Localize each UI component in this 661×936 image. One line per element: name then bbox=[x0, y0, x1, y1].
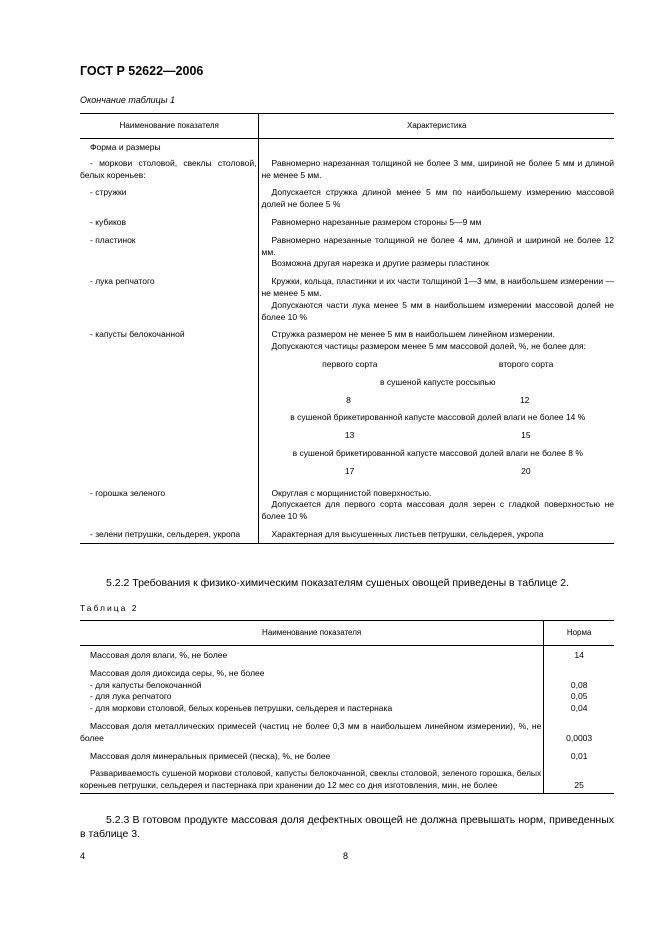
t2-row-val: 25 bbox=[574, 780, 584, 791]
cabbage-sub-3: в сушеной брикетированной капусте массовой долей влаги не более 8 % bbox=[292, 447, 583, 458]
t1-row-name: - зелени петрушки, сельдерея, укропа bbox=[80, 523, 259, 543]
t2-row-name: Массовая доля минеральных примесей (песка), %, не более bbox=[80, 745, 544, 763]
t1-row-val: Округлая с морщинистой поверхностью. bbox=[271, 487, 432, 498]
cabbage-v2a: 13 bbox=[344, 430, 355, 441]
t2-row-val: 0,0003 bbox=[566, 732, 593, 743]
t2-col1-header: Наименование показателя bbox=[80, 621, 544, 646]
page-number: 4 bbox=[80, 851, 86, 861]
t1-row-val: Допускается для первого сорта массовая доля зерен с гладкой поверхностью не более 10 % bbox=[261, 499, 614, 522]
t2-row-name: Массовая доля диоксида серы, %, не более bbox=[80, 662, 544, 680]
page-number-center: 8 bbox=[343, 851, 349, 861]
t1-row-val: Равномерно нарезанные толщиной не более 4 мм, длиной и шириной не более 12 мм. bbox=[261, 234, 614, 257]
t2-row-name: Развариваемость сушеной моркови столовой, капусты белокочанной, свеклы столовой, зеленого горошка, белых кореньев петрушки, сельдерея и пастернака при хранении до 12 мес со дня изготовления, мин, не более bbox=[80, 762, 544, 793]
t1-row-name: - кубиков bbox=[80, 211, 259, 229]
t2-row-val: 0,05 bbox=[570, 691, 588, 702]
table-continuation-label: Окончание таблицы 1 bbox=[80, 95, 175, 105]
t1-row-name: - лука репчатого bbox=[80, 270, 259, 323]
cabbage-v1a: 8 bbox=[346, 394, 351, 405]
document-header: ГОСТ Р 52622—2006 bbox=[80, 64, 204, 78]
section-5-2-3: 5.2.3 В готовом продукте массовая доля дефектных овощей не должна превышать норм, приведенных в таблице 3. bbox=[80, 814, 614, 840]
cabbage-v2b: 15 bbox=[521, 430, 531, 441]
grade-1-label: первого сорта bbox=[322, 358, 378, 369]
table-1 bbox=[80, 113, 614, 544]
t2-row-val: 0,08 bbox=[570, 679, 588, 690]
t1-row-val: Равномерно нарезанная толщиной не более 3 мм, шириной не более 5 мм и длиной не менее 5 мм. bbox=[261, 157, 614, 180]
t2-row-val: 14 bbox=[574, 650, 584, 660]
t1-row-val: Стружка размером не менее 5 мм в наибольшем линейном измерении. bbox=[271, 329, 555, 340]
t1-row-name: - пластинок bbox=[80, 229, 259, 270]
t1-row-name: - капусты белокочанной bbox=[80, 323, 259, 481]
t1-col2-header: Характеристика bbox=[259, 114, 614, 139]
t1-row-val: Допускается стружка длиной менее 5 мм по наибольшему измерению массовой долей не более 5 % bbox=[261, 187, 614, 210]
t1-row-val: Кружки, кольца, пластинки и их части толщиной 1—3 мм, в наибольшем измерении — не менее 5 мм. bbox=[261, 276, 614, 298]
table-2-caption: Таблица 2 bbox=[80, 603, 139, 613]
t2-row-val: 0,01 bbox=[570, 750, 588, 761]
t1-row-val: Характерная для высушенных листьев петрушки, сельдерея, укропа bbox=[271, 528, 544, 539]
t1-col1-header: Наименование показателя bbox=[80, 114, 259, 139]
t2-col2-header: Норма bbox=[544, 621, 614, 646]
t1-row-name: - моркови столовой, свеклы столовой, белых кореньев: bbox=[80, 154, 259, 182]
t2-row-name: Массовая доля металлических примесей (частиц не более 0,3 мм в наибольшем линейном измерении), %, не более bbox=[80, 715, 544, 745]
t1-row-name: - горошка зеленого bbox=[80, 482, 259, 523]
t2-row-val: 0,04 bbox=[570, 703, 588, 714]
t1-section: Форма и размеры bbox=[80, 139, 259, 154]
t2-row-name: - для лука репчатого bbox=[80, 691, 544, 703]
cabbage-v3b: 20 bbox=[521, 465, 531, 476]
t1-row-val: Возможна другая нарезка и другие размеры пластинок bbox=[271, 258, 489, 269]
table-2 bbox=[80, 620, 614, 794]
grade-2-label: второго сорта bbox=[498, 358, 554, 369]
cabbage-sub-2: в сушеной брикетированной капусте массовой долей влаги не более 14 % bbox=[290, 412, 586, 423]
t2-row-name: Массовая доля влаги, %, не более bbox=[80, 646, 544, 662]
cabbage-sub-1: в сушеной капусте россыпью bbox=[380, 376, 496, 387]
cabbage-v3a: 17 bbox=[344, 465, 355, 476]
cabbage-v1b: 12 bbox=[519, 394, 530, 405]
t2-row-name: - для капусты белокочанной bbox=[80, 680, 544, 692]
t1-row-val: Допускаются частицы размером менее 5 мм массовой долей, %, не более для: bbox=[271, 341, 586, 352]
t1-row-name: - стружки bbox=[80, 181, 259, 211]
section-5-2-2: 5.2.2 Требования к физико-химическим показателям сушеных овощей приведены в таблице 2. bbox=[106, 577, 570, 589]
t2-row-name: - для моркови столовой, белых кореньев петрушки, сельдерея и пастернака bbox=[80, 703, 544, 715]
t1-row-val: Допускаются части лука менее 5 мм в наибольшем измерении массовой долей не более 10 % bbox=[261, 299, 614, 322]
t1-row-val: Равномерно нарезанные размером стороны 5—9 мм bbox=[271, 216, 482, 227]
